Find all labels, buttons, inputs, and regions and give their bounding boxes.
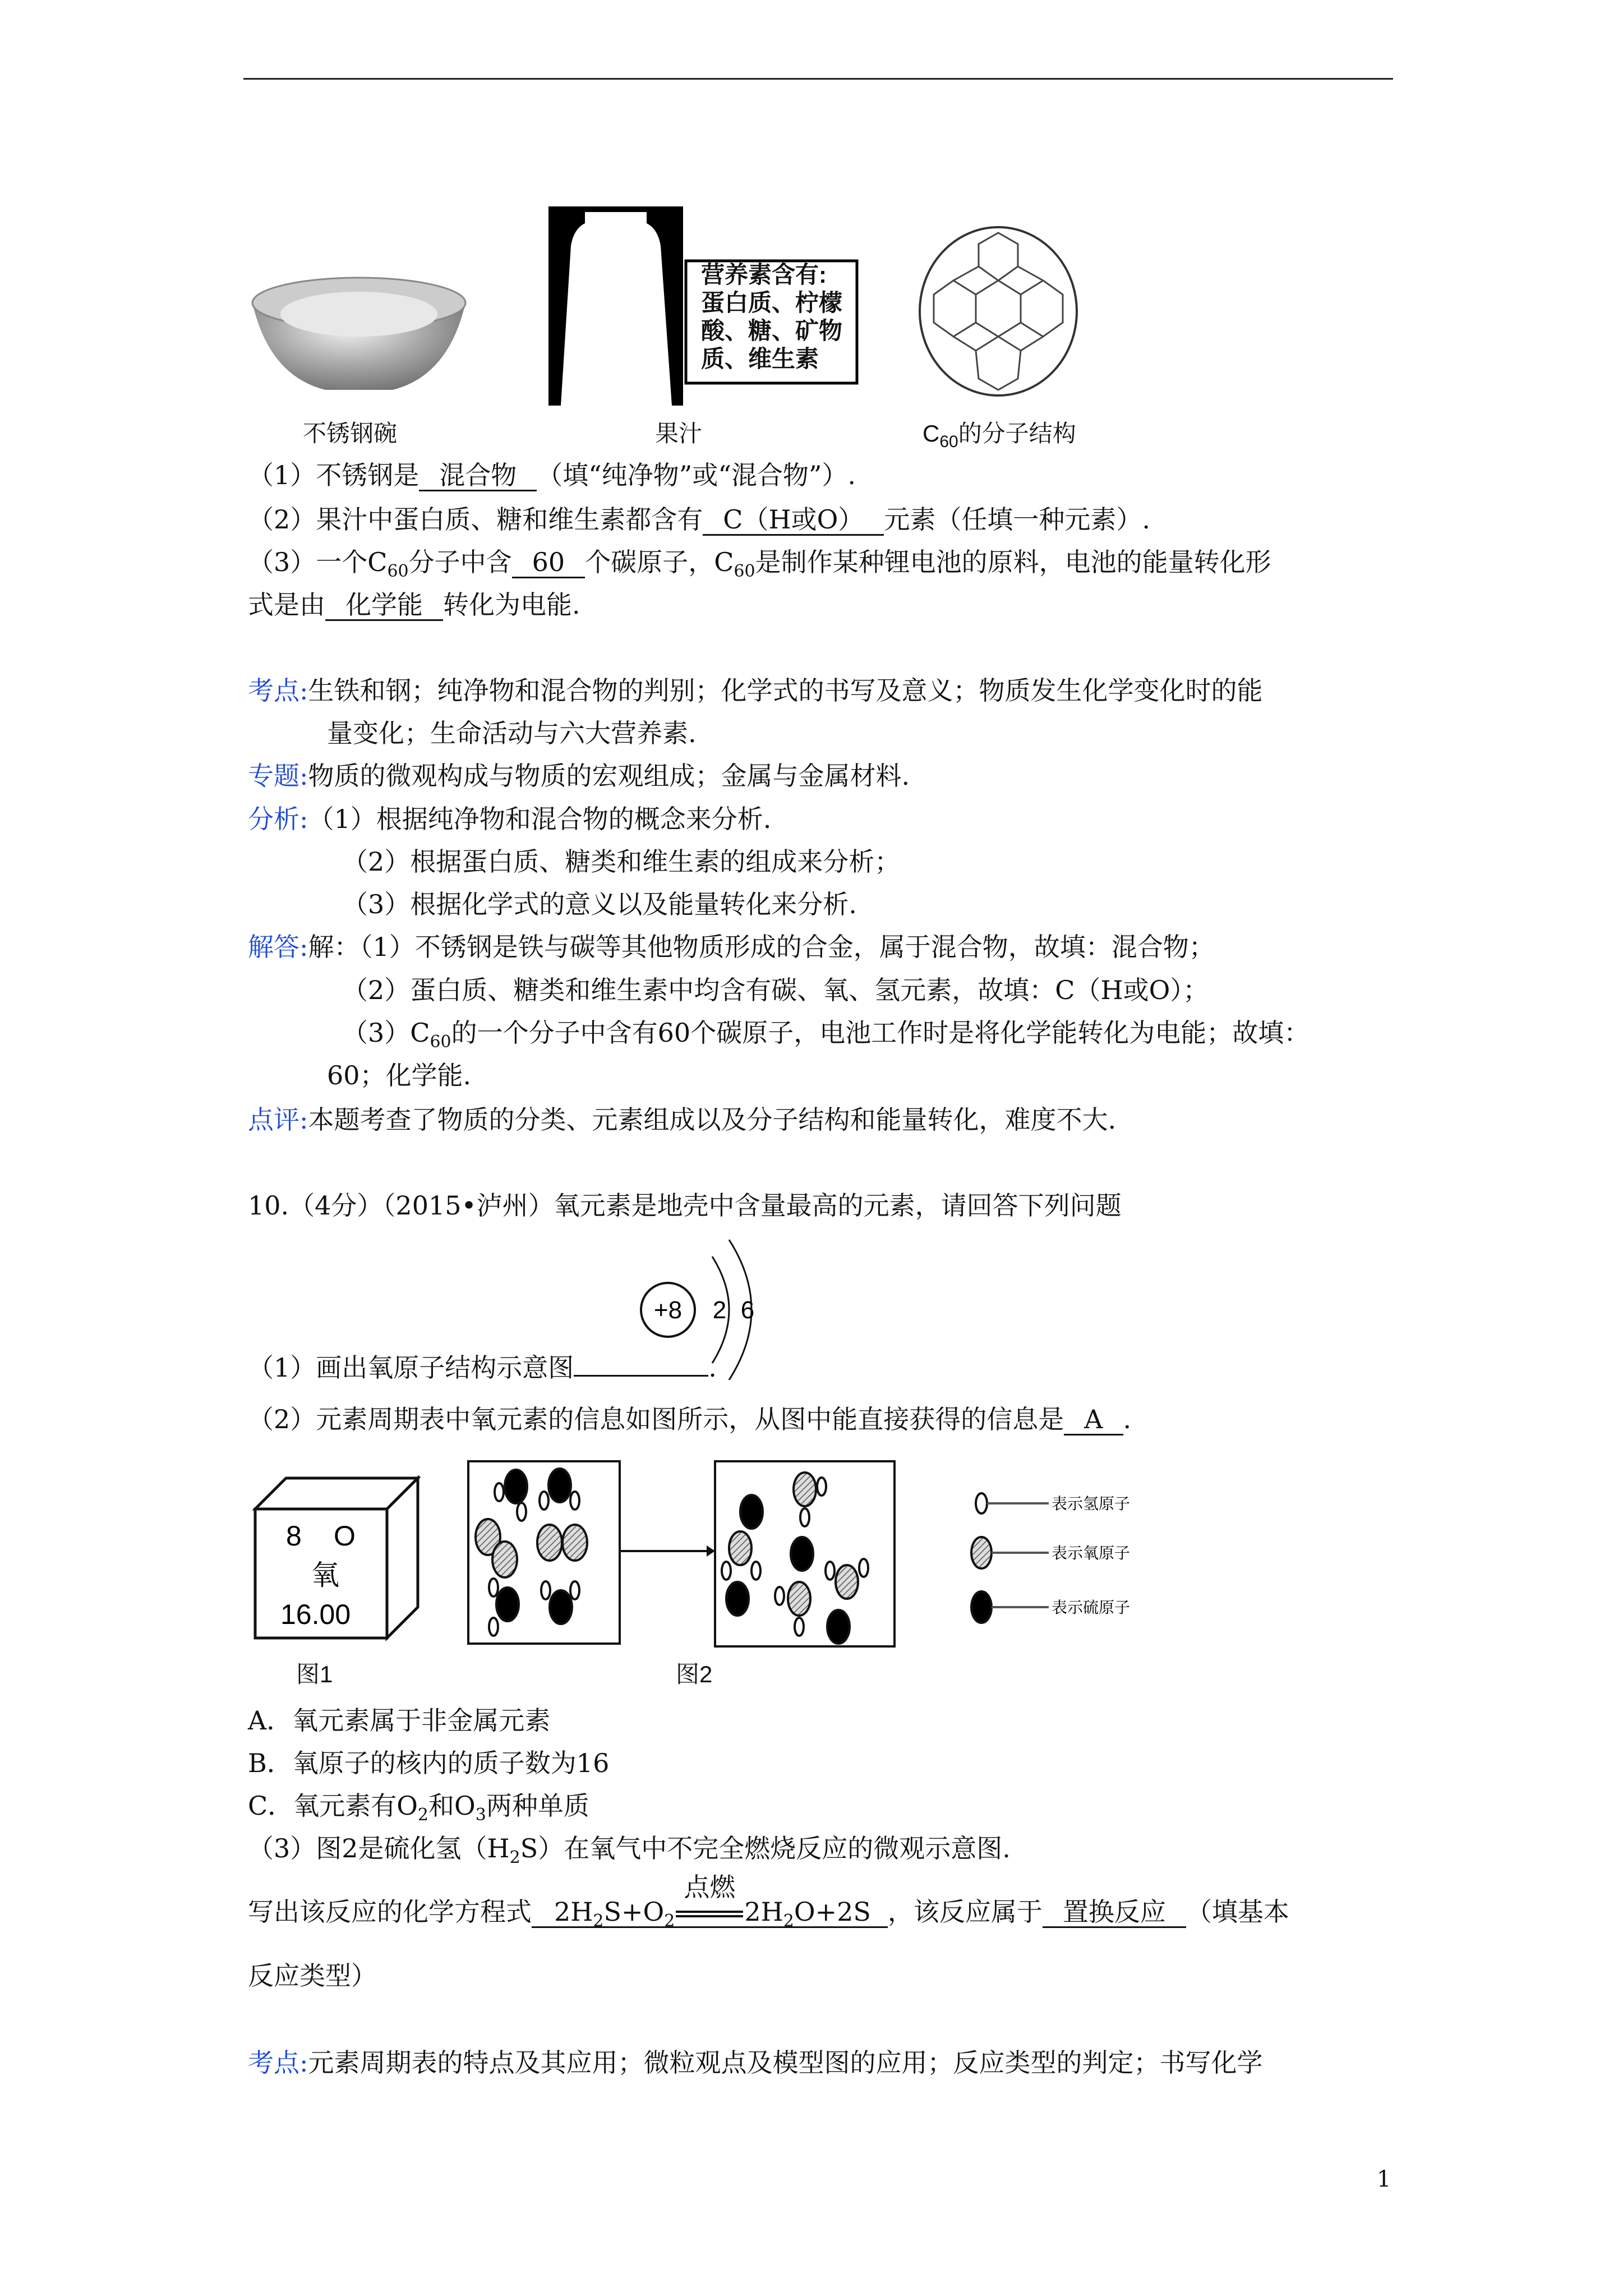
subscript: 2 bbox=[783, 1911, 794, 1931]
q10-kaodian-line bbox=[248, 2046, 1263, 2079]
atomic-mass: 16.00 bbox=[280, 1599, 351, 1630]
subscript: 2 bbox=[593, 1911, 604, 1931]
answer-blank: 60 bbox=[512, 547, 585, 578]
text: （1）画出氧原子结构示意图 bbox=[248, 1352, 574, 1383]
text: 式是由 bbox=[248, 590, 325, 620]
zhuanti-label: 专题: bbox=[248, 761, 308, 791]
nutrient-line: 酸、糖、矿物 bbox=[701, 318, 843, 344]
c60-caption-c: C bbox=[923, 420, 940, 447]
text: 个碳原子，C bbox=[585, 547, 734, 577]
text: S）在氧气中不完全燃烧反应的微观示意图. bbox=[520, 1833, 1011, 1864]
text: 转化为电能. bbox=[443, 590, 580, 620]
option-c bbox=[248, 1789, 589, 1823]
element-name: 氧 bbox=[311, 1559, 339, 1591]
subscript: 2 bbox=[664, 1911, 675, 1931]
text: 2H bbox=[554, 1897, 593, 1927]
answer-blank: C（H或O） bbox=[703, 505, 884, 536]
reaction-micro-figure bbox=[465, 1458, 1172, 1649]
reaction-condition: 点燃 bbox=[684, 1872, 736, 1902]
q9-part3-cont bbox=[248, 588, 580, 622]
jieda-line bbox=[248, 930, 1215, 964]
kaodian-label: 考点: bbox=[248, 2047, 308, 2078]
text: 本题考查了物质的分类、元素组成以及分子结构和能量转化，难度不大. bbox=[308, 1105, 1117, 1135]
text: 生铁和钢；纯净物和混合物的判别；化学式的书写及意义；物质发生化学变化时的能 bbox=[308, 675, 1263, 706]
q10-part3 bbox=[248, 1832, 1011, 1865]
equals-sign bbox=[676, 1872, 743, 1917]
text: O+2S bbox=[794, 1897, 871, 1927]
c60-caption-sub: 60 bbox=[939, 432, 958, 451]
text: . bbox=[1123, 1404, 1132, 1434]
text: （3）一个C bbox=[248, 547, 388, 577]
text: 解：（1）不锈钢是铁与碳等其他物质形成的合金，属于混合物，故填：混合物； bbox=[308, 932, 1215, 962]
header-rule bbox=[243, 78, 1393, 80]
option-a: A．氧元素属于非金属元素 bbox=[248, 1705, 551, 1736]
answer-blank: 混合物 bbox=[419, 461, 537, 491]
atom-shell-2: 6 bbox=[740, 1296, 755, 1324]
legend-hydrogen: 表示氢原子 bbox=[1052, 1495, 1131, 1512]
legend-sulfur: 表示硫原子 bbox=[1052, 1599, 1131, 1616]
jieda-2: （2）蛋白质、糖类和维生素中均含有碳、氧、氢元素，故填：C（H或O）； bbox=[342, 975, 1209, 1005]
stainless-bowl-image bbox=[247, 269, 471, 404]
text: C．氧元素有O bbox=[248, 1791, 418, 1821]
bowl-caption: 不锈钢碗 bbox=[303, 420, 398, 447]
nutrient-label bbox=[701, 261, 842, 373]
fenxi-label: 分析: bbox=[248, 804, 308, 834]
text: （1）不锈钢是 bbox=[248, 460, 419, 490]
subscript: 60 bbox=[387, 562, 409, 581]
atom-shell-1: 2 bbox=[712, 1296, 727, 1324]
answer-blank: 置换反应 bbox=[1043, 1897, 1186, 1928]
q9-part2 bbox=[248, 503, 1150, 536]
kaodian-cont: 量变化；生命活动与六大营养素. bbox=[327, 718, 697, 748]
zhuanti-line bbox=[248, 759, 910, 793]
element-symbol: O bbox=[334, 1520, 356, 1552]
juice-caption: 果汁 bbox=[655, 420, 703, 447]
equation-answer bbox=[532, 1872, 888, 1931]
text: 物质的微观构成与物质的宏观组成；金属与金属材料. bbox=[308, 761, 910, 791]
subscript: 2 bbox=[417, 1805, 429, 1825]
q9-part3 bbox=[248, 545, 1271, 579]
nutrient-line: 蛋白质、柠檬 bbox=[701, 289, 843, 316]
answer-blank: 化学能 bbox=[325, 590, 443, 621]
text: （2）元素周期表中氧元素的信息如图所示，从图中能直接获得的信息是 bbox=[248, 1404, 1064, 1434]
fenxi-2: （2）根据蛋白质、糖类和维生素的组成来分析； bbox=[342, 846, 901, 877]
fig2-caption: 图2 bbox=[676, 1661, 713, 1687]
nutrient-line: 质、维生素 bbox=[701, 346, 819, 372]
dianping-label: 点评: bbox=[248, 1105, 308, 1135]
text: 元素周期表的特点及其应用；微粒观点及模型图的应用；反应类型的判定；书写化学 bbox=[308, 2047, 1263, 2078]
fig1-caption: 图1 bbox=[296, 1661, 333, 1687]
c60-caption-rest: 的分子结构 bbox=[958, 420, 1076, 447]
text: （填基本 bbox=[1186, 1897, 1289, 1927]
text: 2H bbox=[744, 1897, 783, 1927]
atomic-number: 8 bbox=[286, 1520, 302, 1552]
text: 和O bbox=[428, 1791, 476, 1821]
kaodian-line bbox=[248, 674, 1263, 707]
text: 分子中含 bbox=[408, 547, 512, 577]
dianping-line bbox=[248, 1103, 1116, 1137]
text: （1）根据纯净物和混合物的概念来分析. bbox=[308, 804, 772, 834]
subscript: 60 bbox=[430, 1032, 451, 1052]
kaodian-label: 考点: bbox=[248, 675, 308, 706]
legend-oxygen: 表示氧原子 bbox=[1052, 1544, 1131, 1562]
text: （2）果汁中蛋白质、糖和维生素都含有 bbox=[248, 504, 703, 535]
equation-line bbox=[248, 1872, 1289, 1931]
jieda-4: 60；化学能. bbox=[327, 1060, 472, 1091]
atom-nucleus: +8 bbox=[653, 1296, 683, 1324]
page-number: 1 bbox=[1377, 2166, 1391, 2192]
nutrient-line: 营养素含有: bbox=[701, 261, 827, 288]
subscript: 2 bbox=[509, 1848, 520, 1867]
q9-part1 bbox=[248, 458, 856, 492]
jieda-label: 解答: bbox=[248, 932, 308, 962]
text: （3）图2是硫化氢（H bbox=[248, 1833, 510, 1864]
text: 是制作某种锂电池的原料，电池的能量转化形 bbox=[755, 547, 1271, 577]
text: 两种单质 bbox=[486, 1791, 589, 1821]
text: . bbox=[708, 1352, 717, 1383]
fenxi-line bbox=[248, 802, 771, 836]
subscript: 3 bbox=[475, 1805, 486, 1825]
c60-structure-image bbox=[914, 222, 1082, 401]
text: 元素（任填一种元素）. bbox=[884, 504, 1150, 535]
q10-part2 bbox=[248, 1402, 1131, 1436]
answer-blank bbox=[574, 1375, 708, 1377]
text: 的一个分子中含有60个碳原子，电池工作时是将化学能转化为电能；故填： bbox=[451, 1018, 1310, 1048]
q10-part1 bbox=[248, 1351, 717, 1384]
q10-title: 10.（4分）（2015•泸州）氧元素是地壳中含量最高的元素，请回答下列问题 bbox=[248, 1190, 1122, 1221]
equation-line-cont: 反应类型） bbox=[248, 1961, 377, 1991]
subscript: 60 bbox=[734, 562, 755, 581]
fenxi-3: （3）根据化学式的意义以及能量转化来分析. bbox=[342, 889, 857, 919]
option-b: B．氧原子的核内的质子数为16 bbox=[248, 1748, 610, 1778]
jieda-3 bbox=[342, 1016, 1310, 1050]
text: ，该反应属于 bbox=[887, 1897, 1043, 1927]
c60-caption bbox=[923, 415, 1076, 449]
periodic-cell-figure bbox=[252, 1475, 421, 1644]
text: （填“纯净物”或“混合物”）. bbox=[537, 460, 856, 490]
answer-blank: A bbox=[1064, 1405, 1123, 1435]
text: S+O bbox=[603, 1897, 665, 1927]
text: 写出该反应的化学方程式 bbox=[248, 1897, 532, 1927]
text: （3）C bbox=[342, 1018, 430, 1048]
